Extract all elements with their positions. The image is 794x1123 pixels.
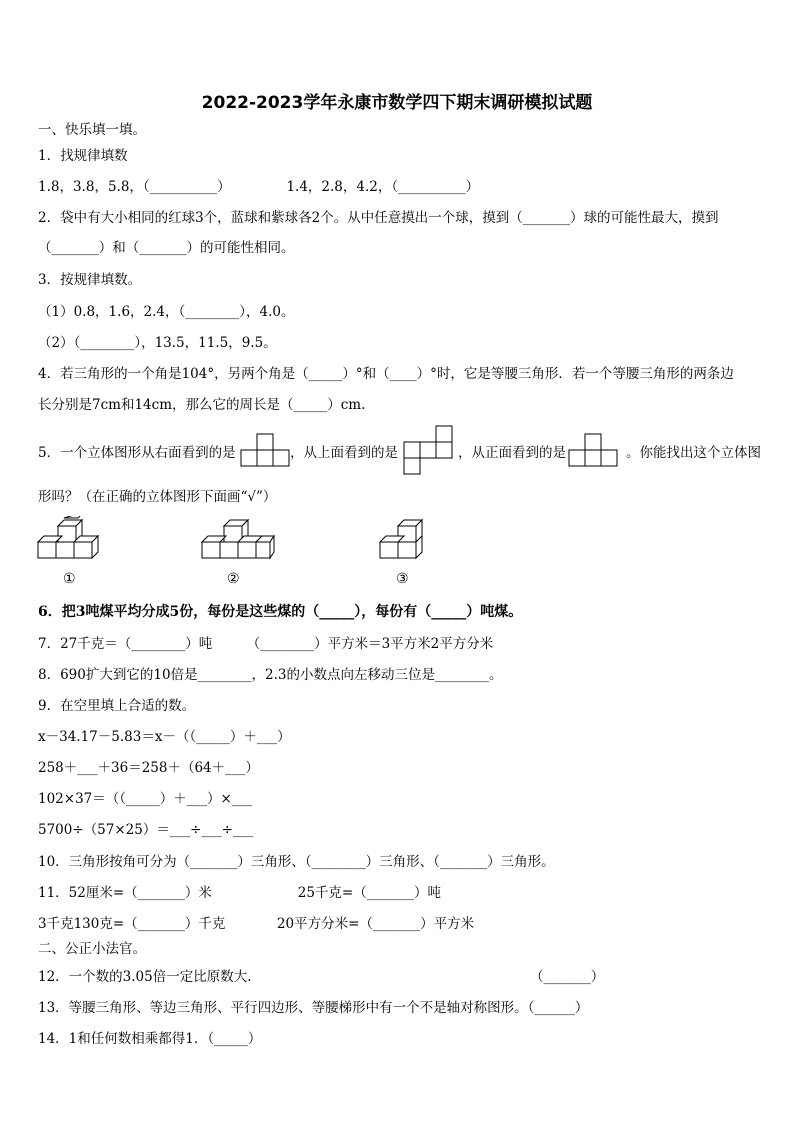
option-2-label: ② xyxy=(227,571,240,587)
q5-text-2: ，从上面看到的是 xyxy=(290,445,398,461)
option-3-label: ③ xyxy=(396,571,409,587)
page-title: 2022-2023学年永康市数学四下期末调研模拟试题 xyxy=(201,93,593,113)
front-view-drawing xyxy=(568,433,620,468)
q5-text-1: 5．一个立体图形从右面看到的是 xyxy=(38,445,236,461)
option-1-label: ① xyxy=(63,571,76,587)
top-view-drawing xyxy=(403,425,455,477)
q6-line: 6．把3吨煤平均分成5份，每份是这些煤的（_____），每份有（_____）吨煤。 xyxy=(38,604,523,620)
q3-heading: 3．按规律填数。 xyxy=(38,272,142,288)
solid-figure-3 xyxy=(378,516,434,568)
q12-answer-blank: （_______） xyxy=(530,969,605,985)
q9-line-2: 258＋___＋36＝258＋（64＋___） xyxy=(38,760,259,776)
q1-heading: 1．找规律填数 xyxy=(38,148,128,164)
q2-line-2: （_______）和（_______）的可能性相同。 xyxy=(38,240,295,256)
solid-figure-2 xyxy=(200,516,276,568)
q13-line: 13．等腰三角形、等边三角形、平行四边形、等腰梯形中有一个不是轴对称图形。（______） xyxy=(38,1000,589,1016)
q10-line: 10．三角形按角可分为（_______）三角形、（________）三角形、（_______）三角形。 xyxy=(38,854,555,870)
q9-line-1: x－34.17－5.83＝x－（（_____）＋___） xyxy=(38,729,291,745)
q8-line: 8．690扩大到它的10倍是________，2.3的小数点向左移动三位是________。 xyxy=(38,667,503,683)
q11-line-2: 3千克130克=（_______）千克 20平方分米=（_______）平方米 xyxy=(38,916,475,932)
q5-text-3: ，从正面看到的是 xyxy=(458,445,566,461)
q14-line: 14．1和任何数相乘都得1．（_____） xyxy=(38,1031,262,1047)
q1-line: 1.8，3.8，5.8，（__________） 1.4，2.8，4.2，（__________） xyxy=(38,179,480,195)
q4-line-2: 长分别是7cm和14cm，那么它的周长是（_____）cm. xyxy=(38,397,366,413)
q12-text: 12．一个数的3.05倍一定比原数大. xyxy=(38,969,252,985)
right-view-drawing xyxy=(240,433,292,468)
q5-line-2: 形吗？（在正确的立体图形下面画“√”） xyxy=(38,489,277,505)
section-1-heading: 一、快乐填一填。 xyxy=(38,122,146,138)
q4-line-1: 4．若三角形的一个角是104°，另两个角是（_____）°和（____）°时，它是等腰三角形．若一个等腰三角形的两条边 xyxy=(38,366,734,382)
q11-line-1: 11．52厘米=（_______）米 25千克=（_______）吨 xyxy=(38,885,441,901)
q3-line-2: （2）（________），13.5，11.5，9.5。 xyxy=(38,335,277,351)
q9-heading: 9．在空里填上合适的数。 xyxy=(38,698,196,714)
q2-line-1: 2．袋中有大小相同的红球3个，蓝球和紫球各2个。从中任意摸出一个球，摸到（_______）球的可能性最大，摸到 xyxy=(38,210,719,226)
q9-line-4: 5700÷（57×25）＝___÷___÷___ xyxy=(38,822,254,838)
q3-line-1: （1）0.8，1.6，2.4，（________），4.0。 xyxy=(38,304,295,320)
section-2-heading: 二、公正小法官。 xyxy=(38,941,146,957)
q7-line: 7．27千克＝（________）吨 （________）平方米＝3平方米2平方分米 xyxy=(38,636,494,652)
q9-line-3: 102×37＝（（_____）＋___）×___ xyxy=(38,791,253,807)
solid-figure-1 xyxy=(36,516,108,568)
q5-text-4: 。你能找出这个立体图 xyxy=(626,445,761,461)
